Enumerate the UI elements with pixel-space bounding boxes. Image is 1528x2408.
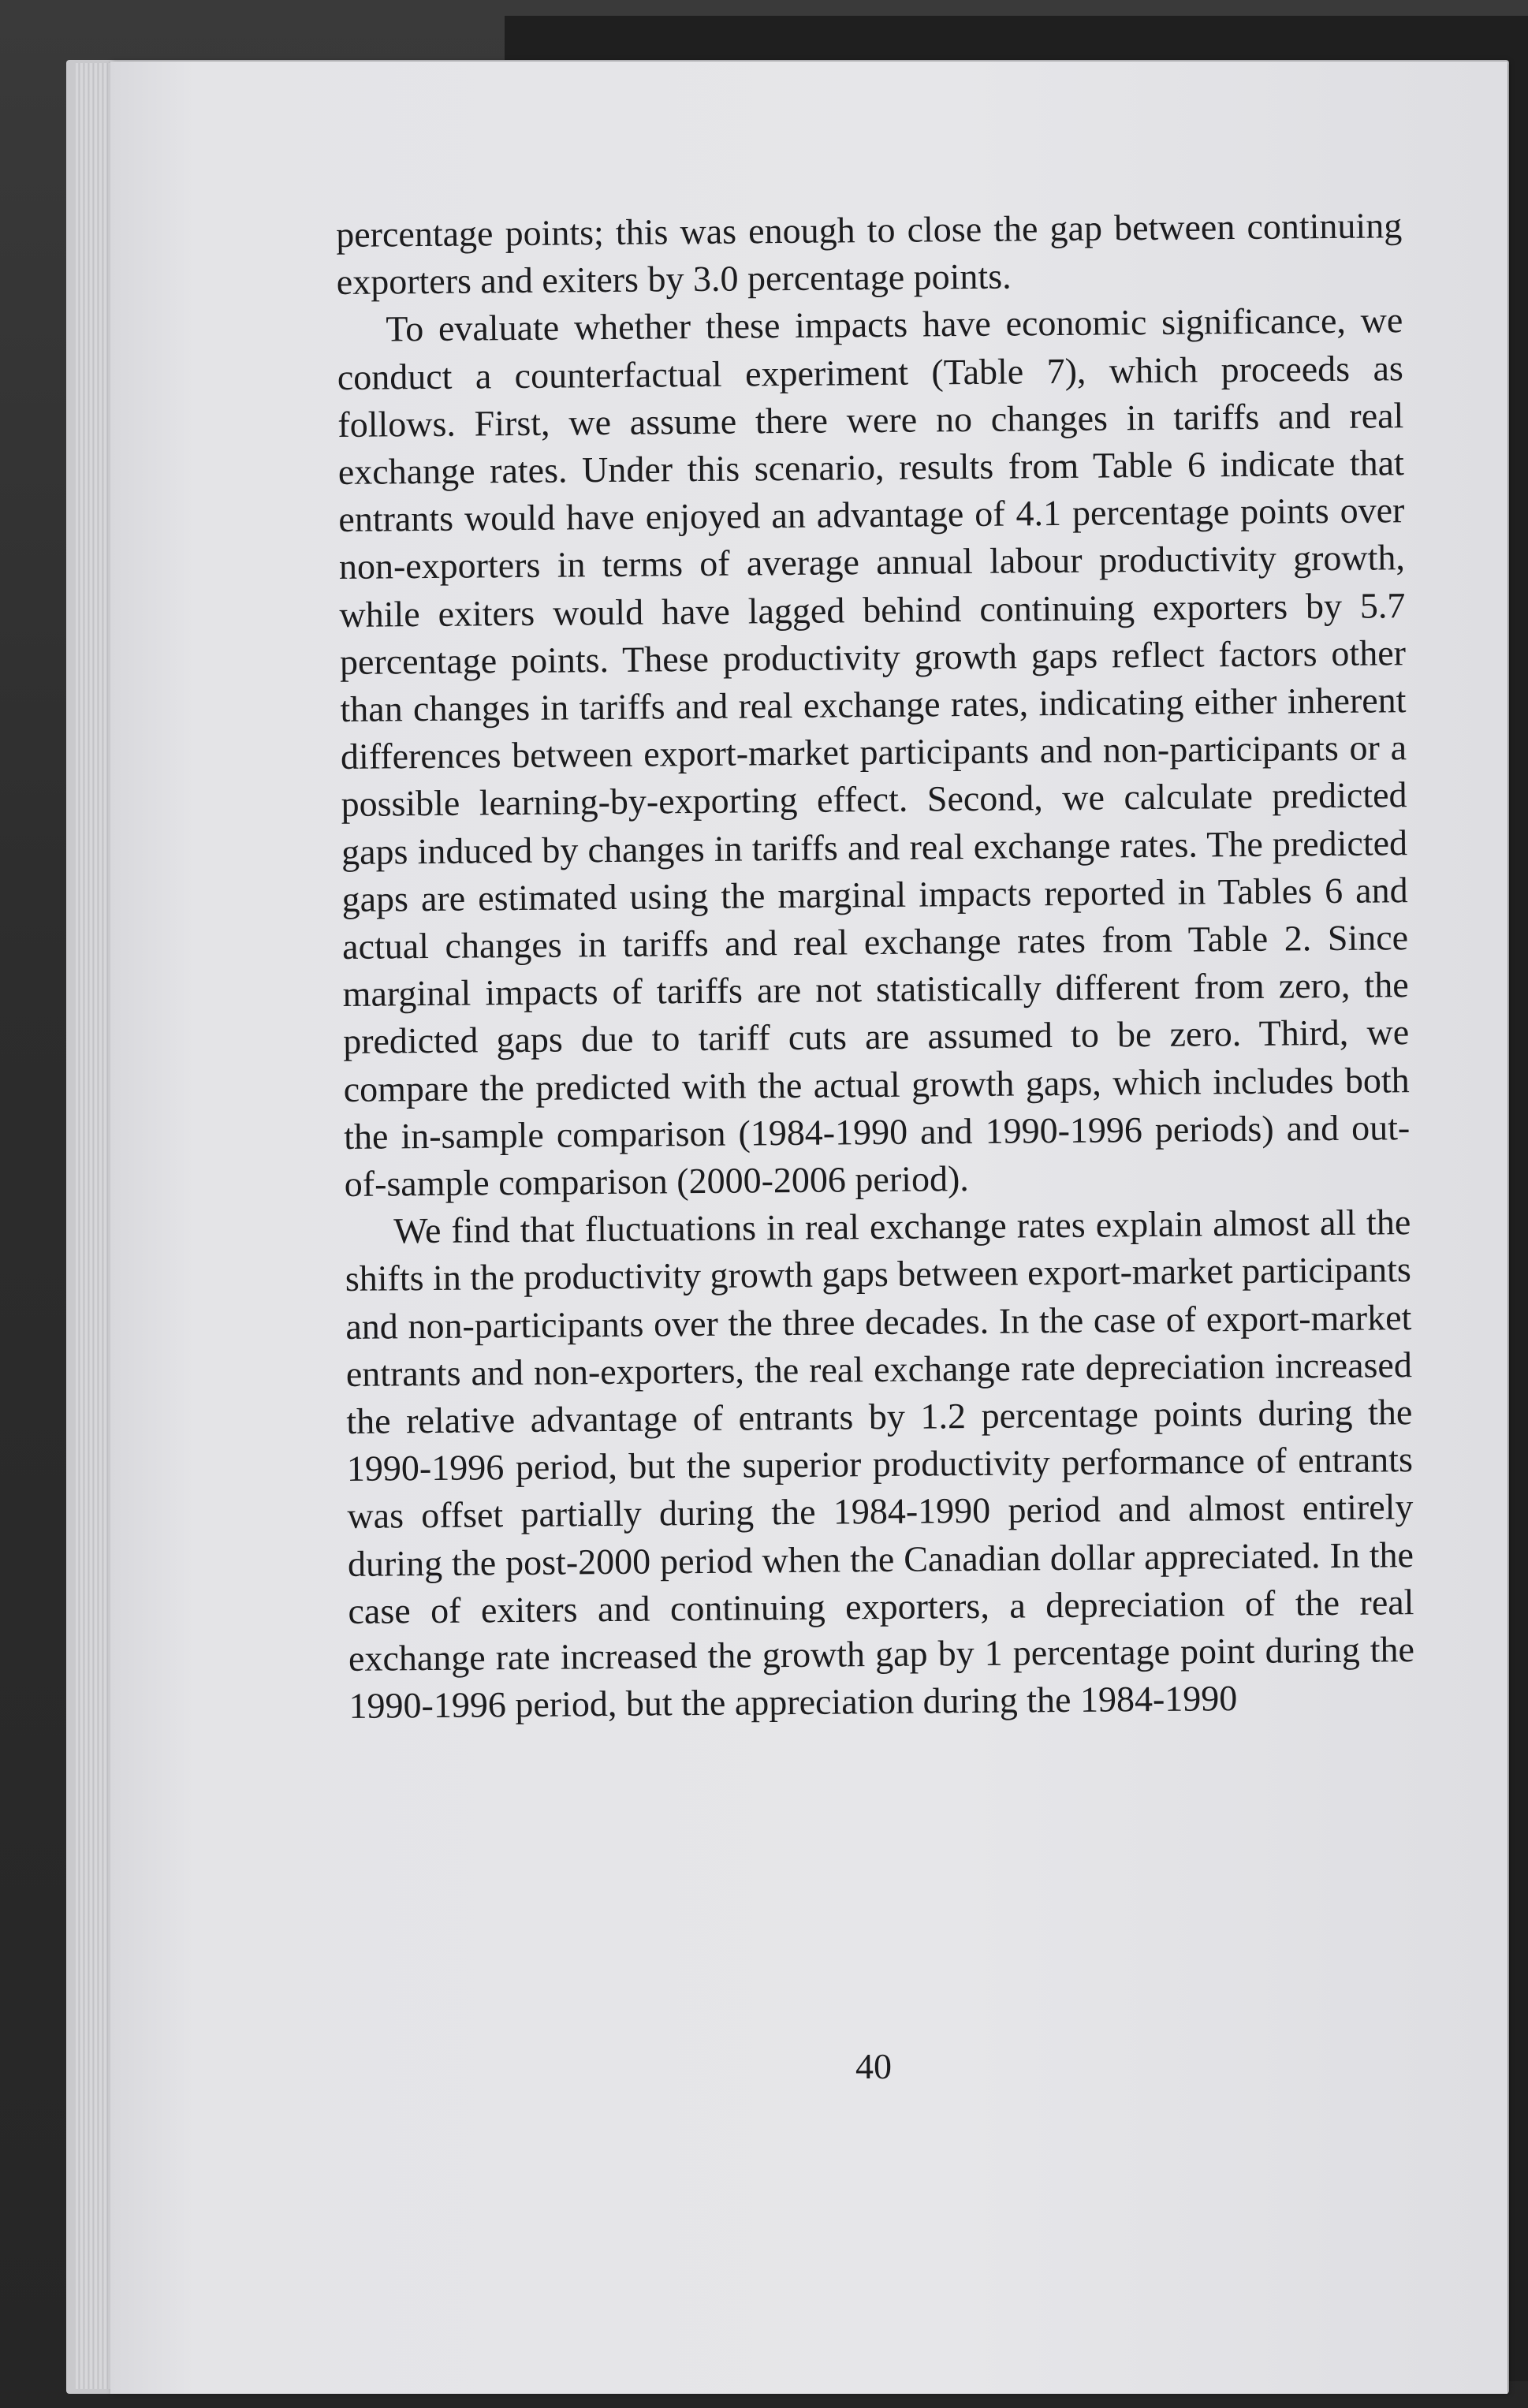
page-number: 40	[855, 2046, 892, 2086]
paragraph-continued: percentage points; this was enough to close the gap between continuing exporters and exiters by 3.0 percentage points.	[336, 205, 1403, 303]
body-text	[336, 202, 1417, 1977]
paragraph-findings: We find that fluctuations in real exchange rates explain almost all the shifts in the productivity growth gaps between export-market participants and non-participants over the three decades. In the case of export-market entrants and non-exporters, the real exchange rate depreciation increased the relative advantage of entrants by 1.2 percentage points during the 1990-1996 period, but the superior productivity performance of entrants was offset partially during the 1984-1990 period and almost entirely during the post-2000 period when the Canadian dollar appreciated. In the case of exiters and continuing exporters, a depreciation of the real exchange rate increased the growth gap by 1 percentage point during the 1990-1996 period, but the appreciation during the 1984-1990	[345, 1202, 1415, 1727]
paragraph-counterfactual: To evaluate whether these impacts have economic significance, we conduct a counterfactual experiment (Table 7), which proceeds as follows. First, we assume there were no changes in tariffs and real exchange rates. Under this scenario, results from Table 6 indicate that entrants would have enjoyed an advantage of 4.1 percentage points over non-exporters in terms of average annual labour productivity growth, while exiters would have lagged behind continuing exporters by 5.7 percentage points. These productivity growth gaps reflect factors other than changes in tariffs and real exchange rates, indicating either inherent differences between export-market participants and non-participants or a possible learning-by-exporting effect. Second, we calculate predicted gaps induced by changes in tariffs and real exchange rates. The predicted gaps are estimated using the marginal impacts reported in Tables 6 and actual changes in tariffs and real exchange rates from Table 2. Since marginal impacts of tariffs are not statistically different from zero, the predicted gaps due to tariff cuts are assumed to be zero. Third, we compare the predicted with the actual growth gaps, which includes both the in-sample comparison (1984-1990 and 1990-1996 periods) and out-of-sample comparison (2000-2006 period).	[337, 300, 1411, 1205]
